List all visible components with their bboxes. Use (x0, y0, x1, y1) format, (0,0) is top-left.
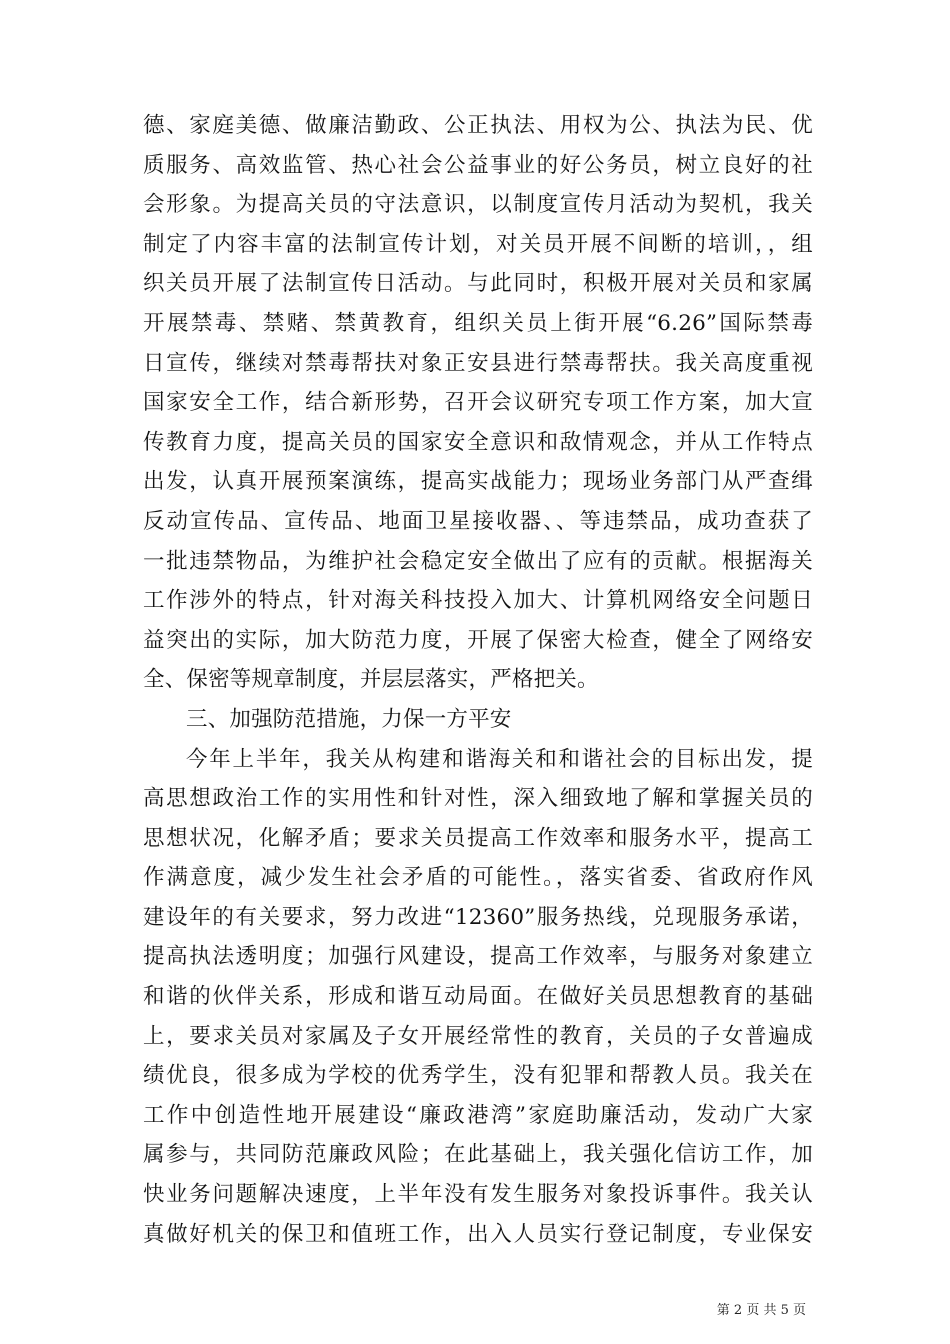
text-line: 质服务、高效监管、热心社会公益事业的好公务员，树立良好的社 (143, 152, 813, 178)
text-line: 德、家庭美德、做廉洁勤政、公正执法、用权为公、执法为民、优 (143, 113, 813, 138)
text-line: 全、保密等规章制度，并层层落实，严格把关。 (143, 667, 599, 693)
text-line: 传教育力度，提高关员的国家安全意识和敌情观念，并从工作特点 (143, 429, 813, 455)
text-line: 日宣传，继续对禁毒帮扶对象正安县进行禁毒帮扶。我关高度重视 (143, 350, 813, 376)
section-heading: 三、加强防范措施，力保一方平安 (186, 706, 512, 732)
text-line: 作满意度，减少发生社会矛盾的可能性。，落实省委、省政府作风 (143, 865, 813, 891)
text-line: 属参与，共同防范廉政风险；在此基础上，我关强化信访工作，加 (143, 1142, 813, 1168)
text-line: 工作中创造性地开展建设“廉政港湾”家庭助廉活动，发动广大家 (143, 1102, 813, 1128)
text-line: 今年上半年，我关从构建和谐海关和和谐社会的目标出发，提 (186, 746, 813, 772)
text-line: 国家安全工作，结合新形势，召开会议研究专项工作方案，加大宣 (143, 390, 813, 416)
text-line: 真做好机关的保卫和值班工作，出入人员实行登记制度，专业保安 (143, 1221, 813, 1247)
text-line: 高思想政治工作的实用性和针对性，深入细致地了解和掌握关员的 (143, 786, 813, 812)
text-line: 建设年的有关要求，努力改进“12360”服务热线，兑现服务承诺， (143, 904, 813, 930)
text-line: 一批违禁物品，为维护社会稳定安全做出了应有的贡献。根据海关 (143, 548, 813, 574)
text-line: 工作涉外的特点，针对海关科技投入加大、计算机网络安全问题日 (143, 588, 813, 614)
body-text (143, 106, 813, 1254)
text-line: 快业务问题解决速度，上半年没有发生服务对象投诉事件。我关认 (143, 1182, 813, 1208)
text-line: 提高执法透明度；加强行风建设，提高工作效率，与服务对象建立 (143, 944, 813, 970)
text-line: 益突出的实际，加大防范力度，开展了保密大检查，健全了网络安 (143, 627, 813, 653)
text-line: 思想状况，化解矛盾；要求关员提高工作效率和服务水平，提高工 (143, 825, 813, 851)
text-line: 会形象。为提高关员的守法意识，以制度宣传月活动为契机，我关 (143, 192, 813, 218)
text-line: 开展禁毒、禁赌、禁黄教育，组织关员上街开展“6.26”国际禁毒 (143, 310, 813, 336)
text-line: 出发，认真开展预案演练，提高实战能力；现场业务部门从严查缉 (143, 469, 813, 495)
text-line: 织关员开展了法制宣传日活动。与此同时，积极开展对关员和家属 (143, 271, 813, 297)
text-line: 制定了内容丰富的法制宣传计划，对关员开展不间断的培训，，组 (143, 231, 813, 257)
text-line: 绩优良，很多成为学校的优秀学生，没有犯罪和帮教人员。我关在 (143, 1063, 813, 1089)
text-line: 反动宣传品、宣传品、地面卫星接收器、、等违禁品，成功查获了 (143, 508, 813, 534)
text-line: 和谐的伙伴关系，形成和谐互动局面。在做好关员思想教育的基础 (143, 984, 813, 1010)
page-number: 第 2 页 共 5 页 (716, 1303, 806, 1318)
text-line: 上，要求关员对家属及子女开展经常性的教育，关员的子女普遍成 (143, 1023, 813, 1049)
